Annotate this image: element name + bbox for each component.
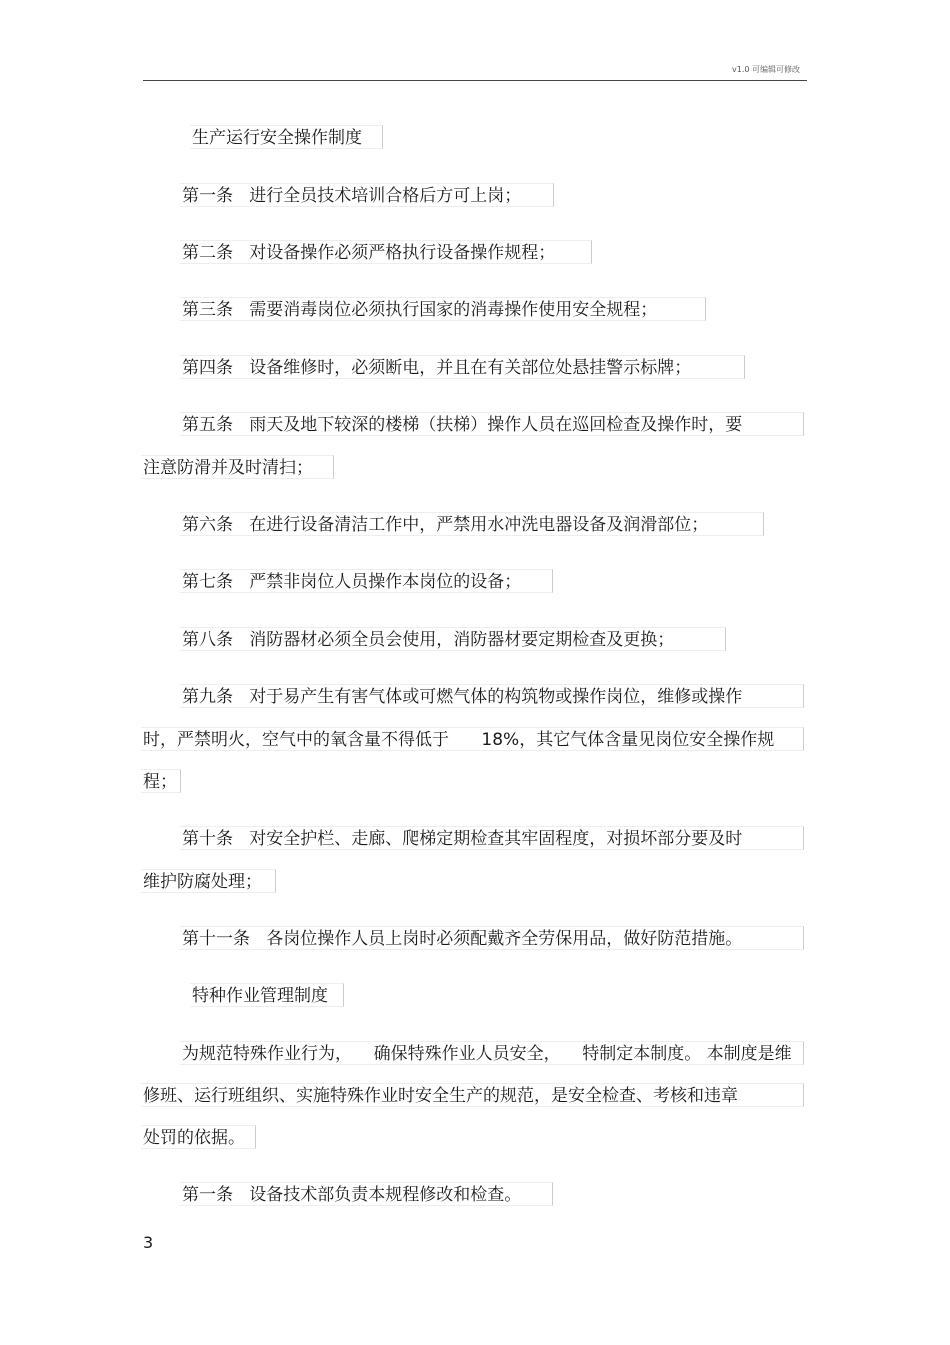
- text-line: 第八条 消防器材必须全员会使用，消防器材要定期检查及更换；: [182, 630, 675, 650]
- header-rule: [143, 80, 807, 81]
- text-line: 程；: [143, 772, 177, 792]
- text-line: 生产运行安全操作制度: [192, 128, 362, 148]
- text-line: 维护防腐处理；: [143, 872, 262, 892]
- text-line: 特种作业管理制度: [192, 986, 328, 1006]
- text-line: 第五条 雨天及地下较深的楼梯（扶梯）操作人员在巡回检查及操作时，要: [182, 415, 743, 435]
- text-line: 第七条 严禁非岗位人员操作本岗位的设备；: [182, 572, 522, 592]
- text-line: 第一条 设备技术部负责本规程修改和检查。: [182, 1185, 522, 1205]
- text-line: 第九条 对于易产生有害气体或可燃气体的构筑物或操作岗位，维修或操作: [182, 687, 743, 707]
- text-line: 第一条 进行全员技术培训合格后方可上岗；: [182, 186, 522, 206]
- text-line: 第六条 在进行设备清洁工作中，严禁用水冲洗电器设备及润滑部位；: [182, 515, 709, 535]
- text-line: 为规范特殊作业行为， 确保特殊作业人员安全， 特制定本制度。 本制度是维: [182, 1044, 792, 1064]
- text-line: 第二条 对设备操作必须严格执行设备操作规程；: [182, 243, 556, 263]
- text-line: 第十一条 各岗位操作人员上岗时必须配戴齐全劳保用品，做好防范措施。: [182, 929, 743, 949]
- text-line: 处罚的依据。: [143, 1128, 245, 1148]
- version-label: v1.0 可编辑可修改: [732, 65, 800, 74]
- text-line: 第四条 设备维修时，必须断电，并且在有关部位处悬挂警示标牌；: [182, 358, 692, 378]
- text-line: 第三条 需要消毒岗位必须执行国家的消毒操作使用安全规程；: [182, 300, 658, 320]
- text-line: 第十条 对安全护栏、走廊、爬梯定期检查其牢固程度，对损坏部分要及时: [182, 829, 743, 849]
- text-line: 修班、运行班组织、实施特殊作业时安全生产的规范，是安全检查、考核和违章: [143, 1086, 738, 1106]
- page-number: 3: [143, 1233, 154, 1252]
- text-line: 注意防滑并及时清扫；: [143, 458, 313, 478]
- text-line: 时，严禁明火，空气中的氧含量不得低于 18%，其它气体含量见岗位安全操作规: [143, 730, 775, 750]
